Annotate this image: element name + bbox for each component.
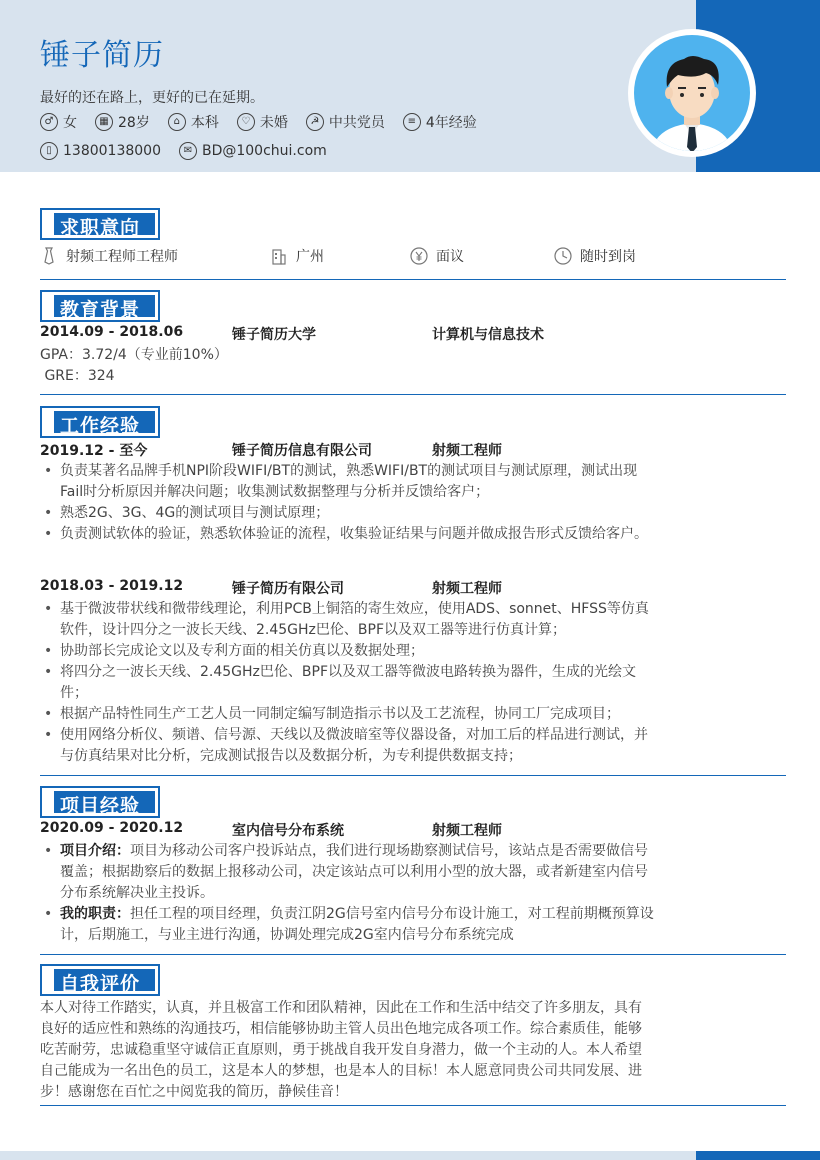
info-text: 4年经验 xyxy=(425,115,477,131)
section-title-education xyxy=(40,290,160,322)
job-bullet: • 基于微波带状线和微带线理论，利用PCB上铜箔的寄生效应，使用ADS、sonnet、HFSS等仿真软件，设计四分之一波长天线、2.45GHz巴伦、BPF以及双工器等进行仿真计算； xyxy=(40,599,660,641)
section-work xyxy=(40,406,786,764)
section-divider xyxy=(40,954,786,955)
info-party xyxy=(306,112,385,132)
project-period: 2020.09 - 2020.12 xyxy=(40,820,184,836)
email-text[interactable]: BD@100chui.com xyxy=(201,143,327,159)
info-age xyxy=(95,112,150,132)
intent-availability-text: 随时到岗 xyxy=(580,249,636,265)
section-title-work xyxy=(40,406,160,438)
motto: 最好的还在路上，更好的已在延期。 xyxy=(40,90,264,106)
phone-text[interactable]: 13800138000 xyxy=(63,143,161,159)
job-header-row xyxy=(40,578,502,598)
info-text: 中共党员 xyxy=(328,115,385,131)
section-title-text: 工作经验 xyxy=(60,415,141,437)
resume-name: 锤子简历 xyxy=(40,38,164,73)
job-bullet: • 使用网络分析仪、频谱、信号源、天线以及微波暗室等仪器设备，对加工后的样品进行测试，并与仿真结果对比分析，完成测试报告以及数据分析，为专利提供数据支持； xyxy=(40,725,660,767)
intent-row xyxy=(40,246,786,266)
job-bullet: • 将四分之一波长天线、2.45GHz巴伦、BPF以及双工器等微波电路转换为器件，生成的光绘文件； xyxy=(40,662,660,704)
section-title-text: 求职意向 xyxy=(60,217,141,239)
section-title-text: 教育背景 xyxy=(60,299,141,321)
section-title-self xyxy=(40,964,160,996)
info-marital xyxy=(237,112,288,132)
section-project xyxy=(40,786,786,943)
section-divider xyxy=(40,394,786,395)
job-bullet: • 根据产品特性同生产工艺人员一同制定编写制造指示书以及工艺流程，协同工厂完成项目； xyxy=(40,704,660,725)
section-title-project xyxy=(40,786,160,818)
project-bullet xyxy=(40,841,660,904)
self-evaluation-text: 本人对待工作踏实，认真，并且极富工作和团队精神，因此在工作和生活中结交了许多朋友，具有良好的适应性和熟练的沟通技巧，相信能够协助主管人员出色地完成各项工作。综合素质佳，能够吃苦耐劳，忠诚稳重坚守诚信正直原则，勇于挑战自我开发自身潜力，做一个主动的人。本人希望自己能成为一名出色的员工，这是本人的梦想，也是本人的目标！本人愿意同贵公司共同发展、进步！感谢您在百忙之中阅览我的简历，静候佳音！ xyxy=(40,1000,642,1100)
education-icon: ⌂ xyxy=(168,113,186,131)
job-bullets xyxy=(40,599,660,767)
job-bullet: • 协助部长完成论文以及专利方面的相关仿真以及数据处理； xyxy=(40,641,660,662)
info-text: 28岁 xyxy=(118,115,150,131)
section-education xyxy=(40,290,786,384)
intent-city xyxy=(270,246,410,266)
intent-position xyxy=(40,246,270,266)
education-period: 2014.09 - 2018.06 xyxy=(40,324,184,340)
intent-position-text: 射频工程师工程师 xyxy=(66,249,178,265)
education-header-row xyxy=(40,324,544,344)
experience-icon: ≡ xyxy=(403,113,421,131)
job-bullets xyxy=(40,461,660,545)
footer-accent-bar xyxy=(696,1151,820,1160)
section-title-text: 自我评价 xyxy=(60,973,141,995)
personal-info-row xyxy=(40,112,495,132)
marital-icon: ♡ xyxy=(237,113,255,131)
project-bullets xyxy=(40,841,660,946)
avatar-illustration xyxy=(634,35,750,151)
section-self xyxy=(40,964,786,1100)
education-details xyxy=(40,345,228,387)
job-bullet: • 熟悉2G、3G、4G的测试项目与测试原理； xyxy=(40,503,660,524)
age-icon: ▦ xyxy=(95,113,113,131)
info-education xyxy=(168,112,219,132)
project-bullet-label: 项目介绍： xyxy=(60,843,130,859)
job-role: 射频工程师 xyxy=(432,581,502,597)
avatar xyxy=(628,29,756,157)
project-bullet-text: 项目为移动公司客户投诉站点，我们进行现场勘察测试信号，该站点是否需要做信号覆盖；根据勘察后的数据上报移动公司，决定该站点可以利用小型的放大器，或者新建室内信号分布系统解决业主投诉。 xyxy=(60,843,648,901)
job-role: 射频工程师 xyxy=(432,443,502,459)
job-company: 锤子简历信息有限公司 xyxy=(232,443,372,459)
project-bullet-label: 我的职责： xyxy=(60,906,130,922)
education-major: 计算机与信息技术 xyxy=(432,327,544,343)
section-title-text: 项目经验 xyxy=(60,795,141,817)
tie-icon xyxy=(40,247,58,265)
section-divider xyxy=(40,279,786,280)
info-phone xyxy=(40,142,161,160)
email-icon: ✉ xyxy=(179,142,197,160)
info-gender xyxy=(40,112,77,132)
section-divider xyxy=(40,775,786,776)
education-gre: GRE：324 xyxy=(40,368,115,384)
project-role: 射频工程师 xyxy=(432,823,502,839)
section-title-intent xyxy=(40,208,160,240)
intent-city-text: 广州 xyxy=(296,249,324,265)
info-email xyxy=(179,142,327,160)
info-text: 未婚 xyxy=(259,115,288,131)
project-bullet xyxy=(40,904,660,946)
party-icon: ☭ xyxy=(306,113,324,131)
job-header-row xyxy=(40,440,502,460)
section-divider xyxy=(40,1105,786,1106)
project-bullet-text: 担任工程的项目经理，负责江阴2G信号室内信号分布设计施工，对工程前期概预算设计，后期施工，与业主进行沟通，协调处理完成2G室内信号分布系统完成 xyxy=(60,906,654,943)
info-text: 本科 xyxy=(190,115,219,131)
education-school: 锤子简历大学 xyxy=(232,327,316,343)
job-period: 2018.03 - 2019.12 xyxy=(40,578,184,594)
section-intent xyxy=(40,208,786,265)
intent-availability xyxy=(554,246,636,266)
yen-icon xyxy=(410,247,428,265)
project-name: 室内信号分布系统 xyxy=(232,823,344,839)
intent-salary xyxy=(410,246,554,266)
building-icon xyxy=(270,247,288,265)
education-gpa: GPA：3.72/4（专业前10%） xyxy=(40,347,228,363)
job-bullet: • 负责某著名品牌手机NPI阶段WIFI/BT的测试，熟悉WIFI/BT的测试项目与测试原理，测试出现Fail时分析原因并解决问题；收集测试数据整理与分析并反馈给客户； xyxy=(40,461,660,503)
project-header-row xyxy=(40,820,502,840)
phone-icon: ▯ xyxy=(40,142,58,160)
info-experience xyxy=(403,112,477,132)
contact-info-row xyxy=(40,142,345,160)
gender-icon: ♂ xyxy=(40,113,58,131)
info-text: 女 xyxy=(63,115,77,131)
job-period: 2019.12 - 至今 xyxy=(40,443,148,459)
job-bullet: • 负责测试软体的验证，熟悉软体验证的流程，收集验证结果与问题并做成报告形式反馈给客户。 xyxy=(40,524,660,545)
intent-salary-text: 面议 xyxy=(436,249,464,265)
job-company: 锤子简历有限公司 xyxy=(232,581,344,597)
clock-icon xyxy=(554,247,572,265)
